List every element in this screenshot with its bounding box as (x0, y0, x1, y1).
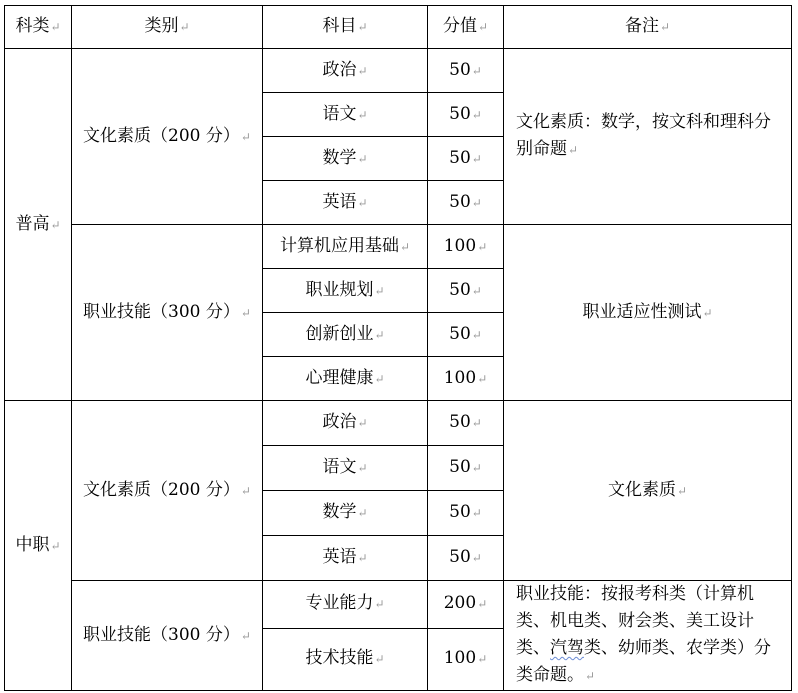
subject-cell: 数学↵ (263, 137, 428, 181)
score-cell: 50↵ (428, 49, 504, 93)
remarks-cell: 文化素质：数学，按文科和理科分别命题↵ (504, 49, 792, 225)
return-mark-icon: ↵ (374, 597, 385, 612)
remarks-cell: 职业技能：按报考科类（计算机类、机电类、财会类、美工设计类、汽驾类、幼师类、农学类）分类命题。↵ (504, 581, 792, 691)
kind-cell: 中职↵ (5, 401, 72, 691)
return-mark-icon: ↵ (585, 669, 596, 683)
category-cell: 职业技能（300 分）↵ (72, 581, 263, 691)
header-score: 分值↵ (428, 6, 504, 49)
return-mark-icon: ↵ (240, 129, 251, 144)
subject-cell: 技术技能↵ (263, 628, 428, 690)
return-mark-icon: ↵ (702, 305, 713, 320)
return-mark-icon: ↵ (471, 63, 482, 78)
score-cell: 50↵ (428, 446, 504, 491)
score-cell: 50↵ (428, 401, 504, 446)
header-row (5, 6, 792, 49)
score-cell: 50↵ (428, 536, 504, 581)
return-mark-icon: ↵ (357, 63, 368, 78)
return-mark-icon: ↵ (50, 217, 61, 232)
subject-cell: 英语↵ (263, 181, 428, 225)
exam-subject-table (4, 5, 792, 691)
table-row (5, 581, 792, 629)
exam-subject-table-container (4, 5, 792, 691)
category-cell: 文化素质（200 分）↵ (72, 49, 263, 225)
return-mark-icon: ↵ (357, 506, 368, 520)
subject-cell: 心理健康↵ (263, 357, 428, 401)
category-cell: 职业技能（300 分）↵ (72, 225, 263, 401)
return-mark-icon: ↵ (50, 538, 61, 553)
return-mark-icon: ↵ (399, 239, 411, 254)
return-mark-icon: ↵ (357, 151, 368, 166)
return-mark-icon: ↵ (471, 461, 482, 475)
score-cell: 50↵ (428, 313, 504, 357)
return-mark-icon: ↵ (374, 283, 385, 298)
table-row (5, 225, 792, 269)
subject-cell: 专业能力↵ (263, 581, 428, 629)
subject-cell: 语文↵ (263, 446, 428, 491)
score-cell: 50↵ (428, 137, 504, 181)
header-remarks: 备注↵ (504, 6, 792, 49)
score-cell: 200↵ (428, 581, 504, 629)
subject-cell: 英语↵ (263, 536, 428, 581)
return-mark-icon: ↵ (477, 652, 488, 667)
return-mark-icon: ↵ (50, 20, 61, 34)
score-cell: 100↵ (428, 357, 504, 401)
return-mark-icon: ↵ (676, 483, 688, 498)
spellcheck-underlined-text: 汽驾 (550, 638, 584, 658)
return-mark-icon: ↵ (477, 20, 489, 34)
return-mark-icon: ↵ (471, 151, 482, 166)
return-mark-icon: ↵ (357, 107, 368, 122)
remarks-cell: 职业适应性测试↵ (504, 225, 792, 401)
return-mark-icon: ↵ (179, 20, 190, 34)
return-mark-icon: ↵ (374, 327, 385, 342)
return-mark-icon: ↵ (477, 239, 488, 254)
subject-cell: 数学↵ (263, 491, 428, 536)
return-mark-icon: ↵ (471, 107, 482, 122)
score-cell: 50↵ (428, 181, 504, 225)
table-row (5, 401, 792, 446)
return-mark-icon: ↵ (240, 483, 251, 498)
return-mark-icon: ↵ (357, 195, 368, 210)
return-mark-icon: ↵ (471, 283, 482, 298)
category-cell: 文化素质（200 分）↵ (72, 401, 263, 581)
score-cell: 100↵ (428, 225, 504, 269)
table-row (5, 49, 792, 93)
return-mark-icon: ↵ (357, 20, 368, 34)
return-mark-icon: ↵ (240, 628, 251, 643)
return-mark-icon: ↵ (471, 327, 482, 342)
score-cell: 50↵ (428, 93, 504, 137)
return-mark-icon: ↵ (568, 143, 579, 157)
subject-cell: 语文↵ (263, 93, 428, 137)
remarks-cell: 文化素质↵ (504, 401, 792, 581)
subject-cell: 职业规划↵ (263, 269, 428, 313)
return-mark-icon: ↵ (471, 506, 482, 520)
score-cell: 50↵ (428, 491, 504, 536)
return-mark-icon: ↵ (357, 551, 368, 565)
return-mark-icon: ↵ (357, 416, 368, 430)
return-mark-icon: ↵ (659, 20, 671, 34)
return-mark-icon: ↵ (477, 371, 488, 386)
return-mark-icon: ↵ (477, 597, 488, 612)
subject-cell: 政治↵ (263, 401, 428, 446)
return-mark-icon: ↵ (240, 305, 251, 320)
return-mark-icon: ↵ (374, 652, 385, 667)
return-mark-icon: ↵ (357, 461, 368, 475)
score-cell: 100↵ (428, 628, 504, 690)
header-category: 类别↵ (72, 6, 263, 49)
score-cell: 50↵ (428, 269, 504, 313)
return-mark-icon: ↵ (374, 371, 385, 386)
return-mark-icon: ↵ (471, 551, 482, 565)
return-mark-icon: ↵ (471, 416, 482, 430)
subject-cell: 政治↵ (263, 49, 428, 93)
kind-cell: 普高↵ (5, 49, 72, 401)
header-kind: 科类↵ (5, 6, 72, 49)
subject-cell: 创新创业↵ (263, 313, 428, 357)
return-mark-icon: ↵ (471, 195, 482, 210)
header-subject: 科目↵ (263, 6, 428, 49)
subject-cell: 计算机应用基础↵ (263, 225, 428, 269)
